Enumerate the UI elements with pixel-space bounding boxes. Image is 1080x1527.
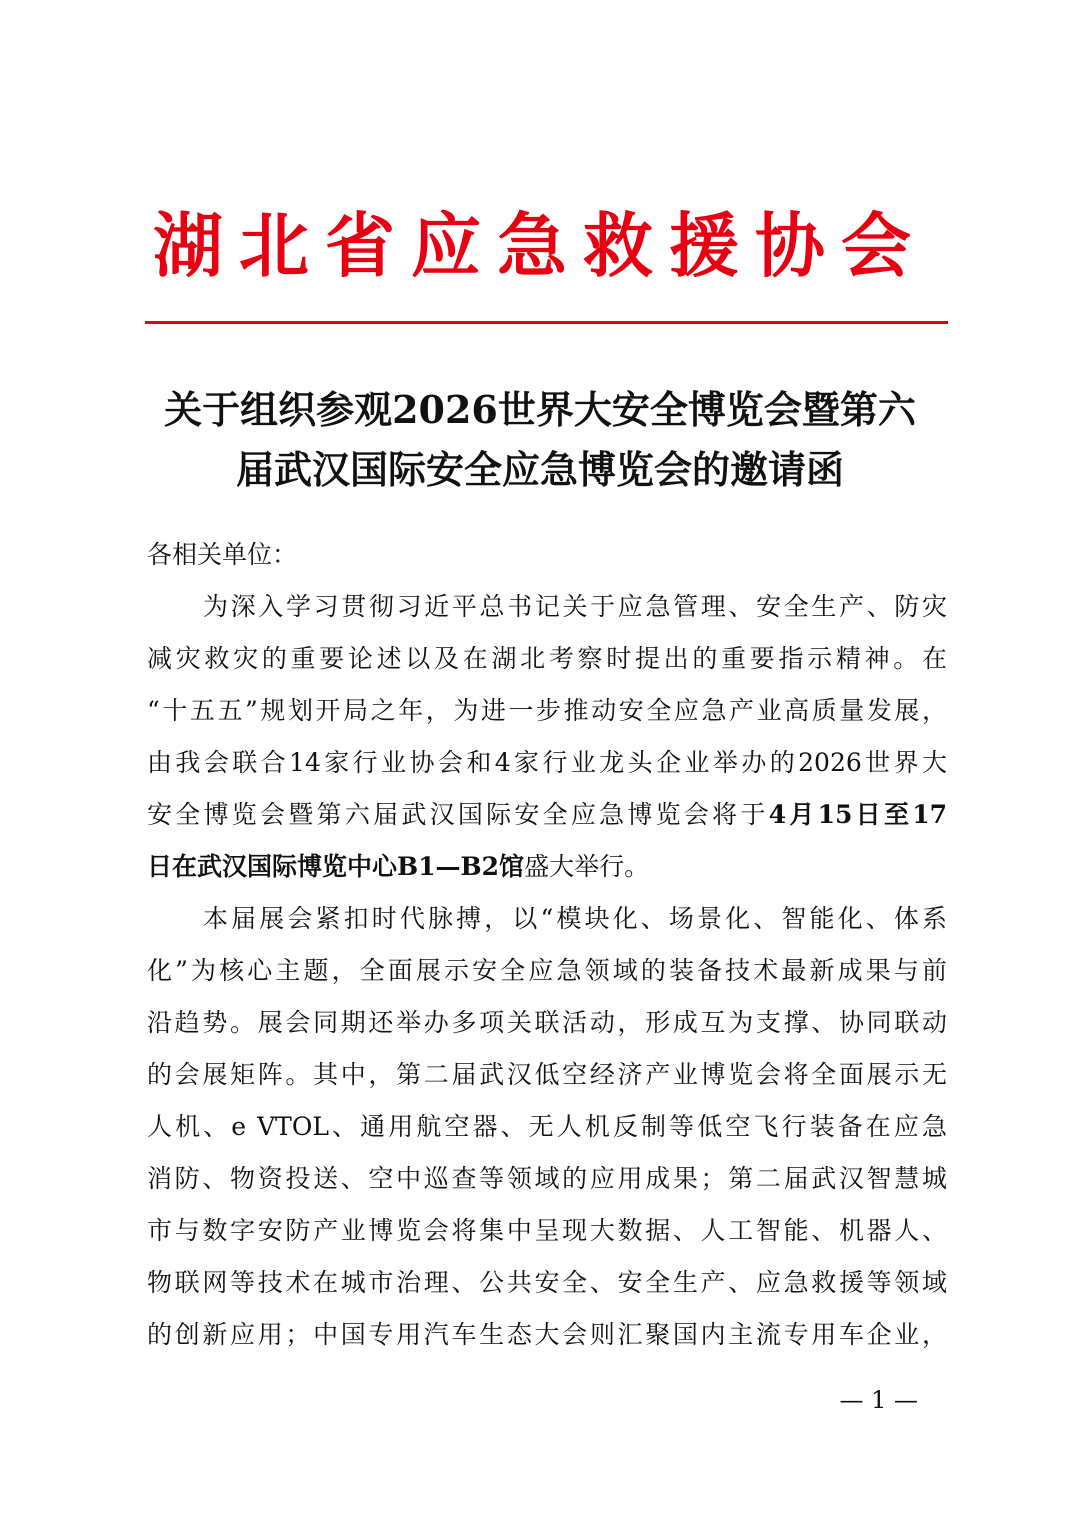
paragraph-1-line: 为深入学习贯彻习近平总书记关于应急管理、安全生产、防灾 xyxy=(203,592,947,621)
paragraph-2-line: 市与数字安防产业博览会将集中呈现大数据、人工智能、机器人、 xyxy=(147,1216,947,1245)
document-title-line-1: 关于组织参观2026世界大安全博览会暨第六 xyxy=(164,387,916,432)
paragraph-1-line xyxy=(147,841,947,893)
paragraph-2-line: 消防、物资投送、空中巡查等领域的应用成果；第二届武汉智慧城 xyxy=(147,1164,947,1193)
paragraph-1-text: 盛大举行。 xyxy=(524,852,650,881)
event-venue: 日在武汉国际博览中心B1—B2馆 xyxy=(147,852,525,881)
paragraph-2-line: 物联网等技术在城市治理、公共安全、安全生产、应急救援等领域 xyxy=(147,1268,947,1297)
event-dates: 4月15日至17 xyxy=(768,800,947,829)
paragraph-2-line: 的会展矩阵。其中，第二届武汉低空经济产业博览会将全面展示无 xyxy=(147,1060,947,1089)
paragraph-2-line: 人机、e VTOL、通用航空器、无人机反制等低空飞行装备在应急 xyxy=(147,1112,947,1141)
paragraph-2-line: 沿趋势。展会同期还举办多项关联活动，形成互为支撑、协同联动 xyxy=(147,1008,947,1037)
letterhead-red-divider xyxy=(145,321,948,324)
paragraph-2-line: 的创新应用；中国专用汽车生态大会则汇聚国内主流专用车企业， xyxy=(147,1320,947,1349)
document-title-line-2: 届武汉国际安全应急博览会的邀请函 xyxy=(235,447,844,492)
paragraph-1-line: 减灾救灾的重要论述以及在湖北考察时提出的重要指示精神。在 xyxy=(147,644,947,673)
paragraph-1-line: 由我会联合14家行业协会和4家行业龙头企业举办的2026世界大 xyxy=(147,748,947,777)
paragraph-1-line xyxy=(147,789,947,841)
paragraph-1-line: “十五五”规划开局之年，为进一步推动安全应急产业高质量发展， xyxy=(147,696,947,725)
paragraph-2-line: 化”为核心主题，全面展示安全应急领域的装备技术最新成果与前 xyxy=(147,956,947,985)
letterhead-organization: 湖北省应急救援协会 xyxy=(153,204,927,287)
page-number: — 1 — xyxy=(839,1386,918,1414)
salutation: 各相关单位： xyxy=(147,540,298,569)
paragraph-2-line: 本届展会紧扣时代脉搏，以“模块化、场景化、智能化、体系 xyxy=(203,904,947,933)
paragraph-1-text: 安全博览会暨第六届武汉国际安全应急博览会将于 xyxy=(147,800,769,829)
